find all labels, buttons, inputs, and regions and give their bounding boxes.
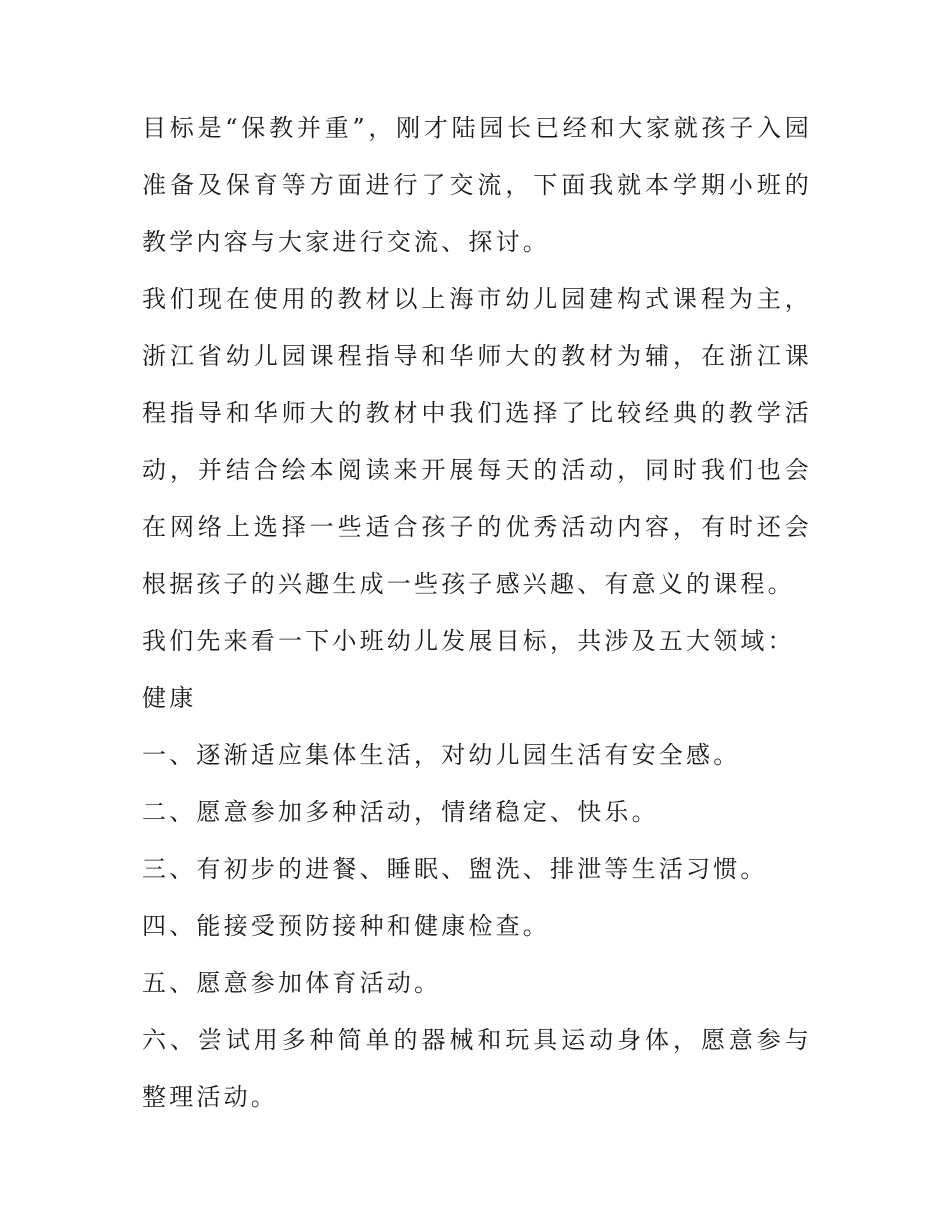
section-heading-health: 健康 (142, 684, 197, 712)
health-goal-item: 二、愿意参加多种活动，情绪稳定、快乐。 (142, 798, 659, 826)
health-goal-item: 四、能接受预防接种和健康检查。 (142, 912, 550, 940)
health-goal-item: 五、愿意参加体育活动。 (142, 969, 442, 997)
materials-paragraph: 我们现在使用的教材以上海市幼儿园建构式课程为主，浙江省幼儿园课程指导和华师大的教材为辅，在浙江课程指导和华师大的教材中我们选择了比较经典的教学活动，并结合绘本阅读来开展每天的活动，同时我们也会在网络上选择一些适合孩子的优秀活动内容，有时还会根据孩子的兴趣生成一些孩子感兴趣、有意义的课程。 (142, 285, 812, 598)
health-goal-item: 一、逐渐适应集体生活，对幼儿园生活有安全感。 (142, 741, 741, 769)
health-goal-item: 六、尝试用多种简单的器械和玩具运动身体，愿意参与整理活动。 (142, 1026, 812, 1111)
document-body (142, 100, 812, 1126)
goals-intro-paragraph: 我们先来看一下小班幼儿发展目标，共涉及五大领域： (142, 627, 795, 655)
health-goal-item: 三、有初步的进餐、睡眠、盥洗、排泄等生活习惯。 (142, 855, 768, 883)
intro-paragraph: 目标是“保教并重”，刚才陆园长已经和大家就孩子入园准备及保育等方面进行了交流，下面我就本学期小班的教学内容与大家进行交流、探讨。 (142, 114, 812, 256)
